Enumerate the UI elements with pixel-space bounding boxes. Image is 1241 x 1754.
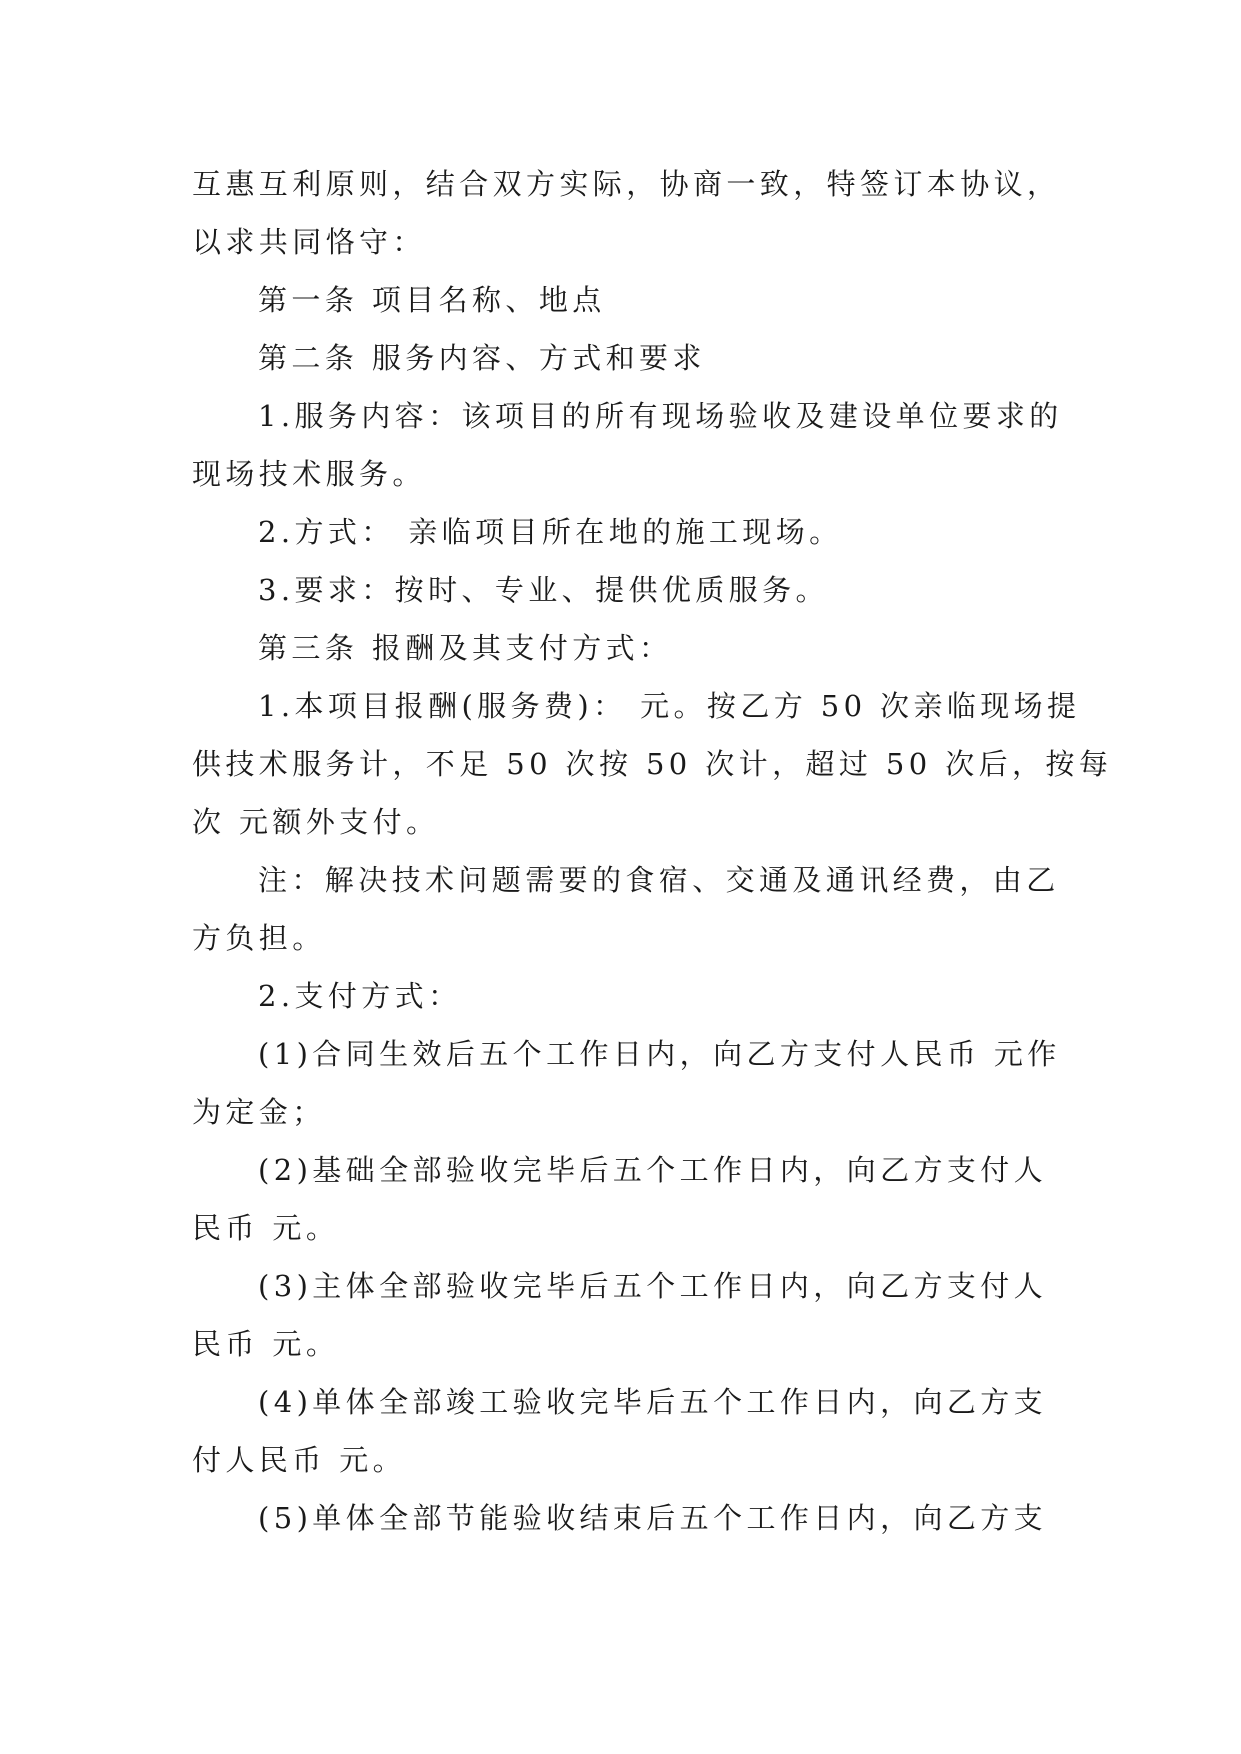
paragraph-line: 1.本项目报酬(服务费)： 元。按乙方 50 次亲临现场提 <box>258 689 1081 723</box>
article-heading: 第二条 服务内容、方式和要求 <box>258 341 706 375</box>
article-heading: 第三条 报酬及其支付方式： <box>258 631 673 665</box>
paragraph-line: 以求共同恪守： <box>192 225 426 259</box>
paragraph-line: 次 元额外支付。 <box>192 805 440 839</box>
paragraph-line: 1.服务内容：该项目的所有现场验收及建设单位要求的 <box>258 399 1063 433</box>
list-item: (2)基础全部验收完毕后五个工作日内，向乙方支付人 <box>258 1153 1048 1187</box>
list-item: 付人民币 元。 <box>192 1443 407 1477</box>
article-heading: 第一条 项目名称、地点 <box>258 283 606 317</box>
paragraph-line: 现场技术服务。 <box>192 457 426 491</box>
list-item: (4)单体全部竣工验收完毕后五个工作日内，向乙方支 <box>258 1385 1048 1419</box>
list-item: 民币 元。 <box>192 1211 340 1245</box>
list-item: (1)合同生效后五个工作日内，向乙方支付人民币 元作 <box>258 1037 1061 1071</box>
paragraph-line: 供技术服务计，不足 50 次按 50 次计，超过 50 次后，按每 <box>192 747 1113 781</box>
paragraph-line: 2.支付方式： <box>258 979 462 1013</box>
paragraph-line: 2.方式： 亲临项目所在地的施工现场。 <box>258 515 843 549</box>
paragraph-line: 互惠互利原则，结合双方实际，协商一致，特签订本协议， <box>192 167 1061 201</box>
list-item: (5)单体全部节能验收结束后五个工作日内，向乙方支 <box>258 1501 1048 1535</box>
note-line: 注：解决技术问题需要的食宿、交通及通讯经费，由乙 <box>258 863 1060 897</box>
list-item: 民币 元。 <box>192 1327 340 1361</box>
paragraph-line: 3.要求：按时、专业、提供优质服务。 <box>258 573 829 607</box>
list-item: (3)主体全部验收完毕后五个工作日内，向乙方支付人 <box>258 1269 1048 1303</box>
note-line: 方负担。 <box>192 921 326 955</box>
list-item: 为定金； <box>192 1095 326 1129</box>
